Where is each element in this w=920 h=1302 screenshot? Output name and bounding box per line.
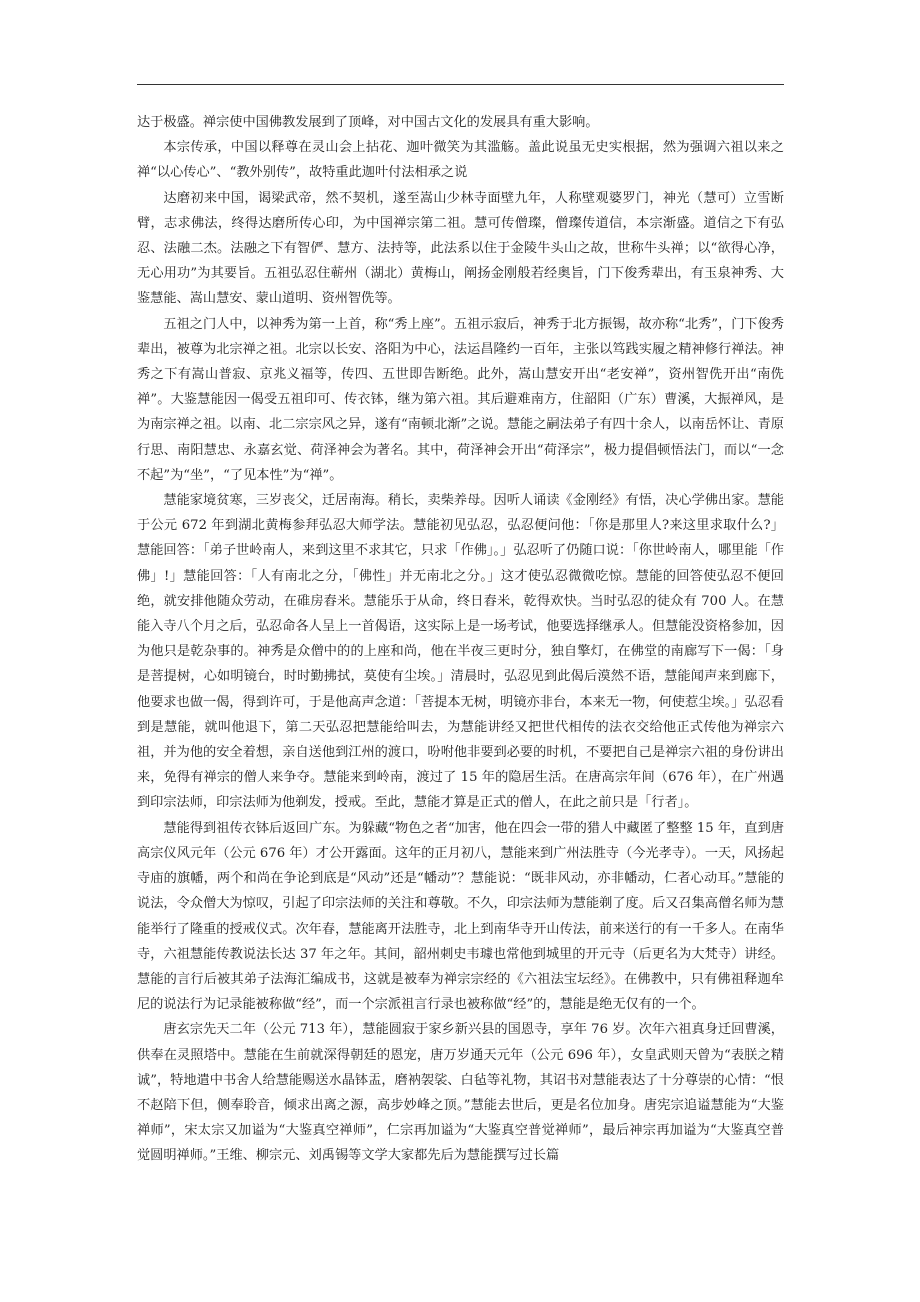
paragraph-fifth-patriarch-disciples: 五祖之门人中，以神秀为第一上首，称“秀上座”。五祖示寂后，神秀于北方振锡，故亦称“北秀”，门下俊秀辈出，被尊为北宗禅之祖。北宗以长安、洛阳为中心，法运昌隆约一百年，主张以笃践实履之精神修行禅法。神秀之下有嵩山普寂、京兆义福等，传四、五世即告断绝。此外，嵩山慧安开出“老安禅”，资州智侁开出“南侁禅”。大鉴慧能因一偈受五祖印可、传衣钵，继为第六祖。其后避难南方，住韶阳（广东）曹溪，大振禅风，是为南宗禅之祖。以南、北二宗宗风之异，遂有“南顿北渐”之说。慧能之嗣法弟子有四十余人，以南岳怀让、青原行思、南阳慧忠、永嘉玄觉、荷泽神会为著名。其中，荷泽神会开出“荷泽宗”，极力提倡顿悟法门，而以“一念不起”为“坐”，“了见本性”为“禅”。 xyxy=(137,316,784,483)
paragraph-huineng-death: 唐玄宗先天二年（公元 713 年），慧能圆寂于家乡新兴县的国恩寺，享年 76 岁。次年六祖真身迁回曹溪，供奉在灵照塔中。慧能在生前就深得朝廷的恩宠，唐万岁通天元年（公元 696 年），女皇武则天曾为“表朕之精诚”，特地遣中书舍人给慧能赐送水晶钵盂，磨衲袈裟、白毡等礼物，其诏书对慧能表达了十分尊崇的心情：“恨不赵陪下但，侧奉聆音，倾求出离之源，高步妙峰之顶。”慧能去世后，更是名位加身。唐宪宗追谥慧能为“大鉴禅师”，宋太宗又加谥为“大鉴真空禅师”，仁宗再加谥为“大鉴真空普觉禅师”，最后神宗再加谥为“大鉴真空普觉圆明禅师。”王维、柳宗元、刘禹锡等文学大家都先后为慧能撰写过长篇 xyxy=(137,1022,784,1164)
paragraph-huineng-return: 慧能得到祖传衣钵后返回广东。为躲藏“物色之者“加害，他在四会一带的猎人中藏匿了整整 15 年，直到唐高宗仪风元年（公元 676 年）才公开露面。这年的正月初八，慧能来到广州法胜寺（今光孝寺）。一天，风扬起寺庙的旗幡，两个和尚在争论到底是“风动”还是“幡动”？慧能说：“既非风动，亦非幡动，仁者心动耳。”慧能的说法，令众僧大为惊叹，引起了印宗法师的关注和尊敬。不久，印宗法师为慧能剃了度。后又召集高僧名师为慧能举行了隆重的授戒仪式。次年春，慧能离开法胜寺，北上到南华寺开山传法，前来送行的有一千多人。在南华寺，六祖慧能传教说法长达 37 年之年。其间，韶州刺史韦璩也常他到城里的开元寺（后更名为大梵寺）讲经。慧能的言行后被其弟子法海汇编成书，这就是被奉为禅宗宗经的《六祖法宝坛经》。在佛教中，只有佛祖释迦牟尼的说法行为记录能被称做“经”，而一个宗派祖言行录也被称做“经”的，慧能是绝无仅有的一个。 xyxy=(137,820,784,1013)
paragraph-continuation: 达于极盛。禅宗使中国佛教发展到了顶峰，对中国古文化的发展具有重大影响。 xyxy=(137,115,599,130)
body-text xyxy=(137,110,784,1169)
paragraph-huineng-story: 慧能家境贫寒，三岁丧父，迁居南海。稍长，卖柴养母。因听人诵读《金刚经》有悟，决心学佛出家。慧能于公元 672 年到湖北黄梅参拜弘忍大师学法。慧能初见弘忍，弘忍便问他：「你是那里人?来这里求取什么?」慧能回答：「弟子世岭南人，来到这里不求其它，只求「作佛」。」弘忍听了仍随口说：「你世岭南人，哪里能「作佛」!」慧能回答：「人有南北之分，「佛性」并无南北之分。」这才使弘忍微微吃惊。慧能的回答使弘忍不便回绝，就安排他随众劳动，在碓房舂米。慧能乐于从命，终日舂米，乾得欢快。当时弘忍的徒众有 700 人。在慧能入寺八个月之后，弘忍命各人呈上一首偈语，这实际上是一场考试，他要选择继承人。但慧能没资格参加，因为他只是乾杂事的。神秀是众僧中的的上座和尚，他在半夜三更时分，独自擎灯，在佛堂的南廊写下一偈：「身是菩提树，心如明镜台，时时勤拂拭，莫使有尘埃。」清晨时，弘忍见到此偈后漠然不语，慧能闻声来到廊下，他要求也做一偈，得到许可，于是他高声念道：「菩提本无树，明镜亦非台，本来无一物，何使惹尘埃。」弘忍看到是慧能，就叫他退下，第二天弘忍把慧能给叫去，为慧能讲经又把世代相传的法衣交给他正式传他为禅宗六祖，并为他的安全着想，亲自送他到江州的渡口，吩咐他非要到必要的时机，不要把自己是禅宗六祖的身份讲出来，免得有禅宗的僧人来争夺。慧能来到岭南，渡过了 15 年的隐居生活。在唐高宗年间（676 年），在广州遇到印宗法师，印宗法师为他剃发，授戒。至此，慧能才算是正式的僧人，在此之前只是「行者」。 xyxy=(137,493,784,811)
paragraph-lineage: 本宗传承，中国以释尊在灵山会上拈花、迦叶微笑为其滥觞。盖此说虽无史实根据，然为强调六祖以来之禅“以心传心”、“教外别传”，故特重此迦叶付法相承之说 xyxy=(137,140,784,181)
header-rule xyxy=(137,84,784,85)
paragraph-bodhidharma: 达磨初来中国，谒梁武帝，然不契机，遂至嵩山少林寺面壁九年，人称壁观婆罗门，神光（慧可）立雪断臂，志求佛法，终得达磨所传心印，为中国禅宗第二祖。慧可传僧璨，僧璨传道信，本宗渐盛。道信之下有弘忍、法融二杰。法融之下有智俨、慧方、法持等，此法系以住于金陵牛头山之故，世称牛头禅；以“欲得心净，无心用功”为其要旨。五祖弘忍住蕲州（湖北）黄梅山，阐扬金刚般若经奥旨，门下俊秀辈出，有玉泉神秀、大鉴慧能、嵩山慧安、蒙山道明、资州智侁等。 xyxy=(137,190,784,307)
